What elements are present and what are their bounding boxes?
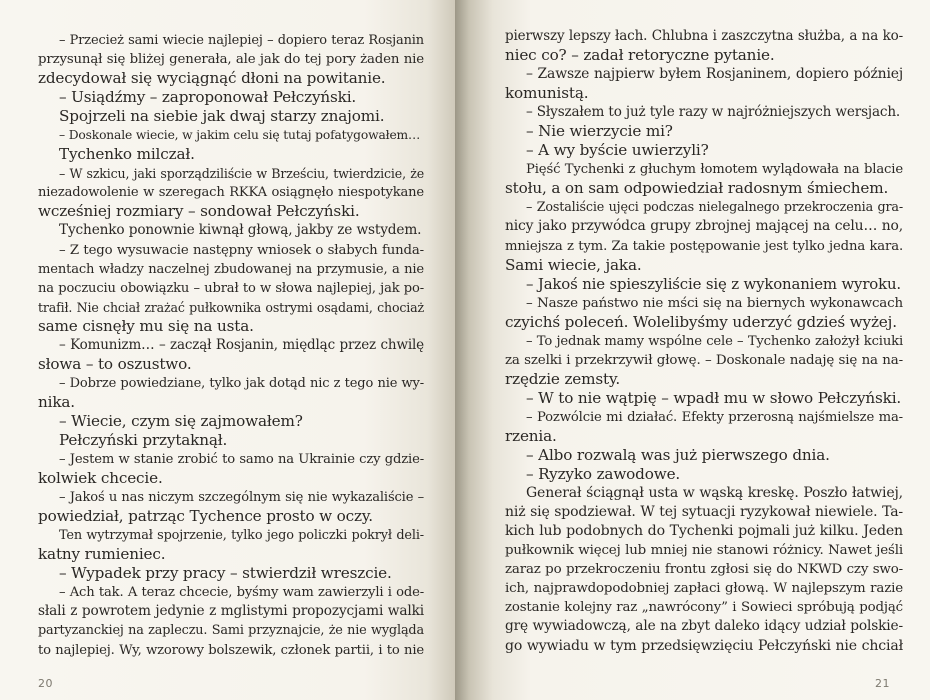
text-line: ich, najprawdopodobniej zapłaci głową. W najlepszym razie — [505, 581, 903, 597]
text-line: nika. — [38, 392, 75, 411]
text-line: niezadowolenie w szeregach RKKA osiągnęło niespotykane — [38, 185, 424, 201]
text-line: – Z tego wysuwacie następny wniosek o słabych funda- — [59, 242, 424, 258]
text-line: – Wiecie, czym się zajmowałem? — [59, 411, 303, 430]
text-line: zdecydował się wyciągnąć dłoni na powitanie. — [38, 69, 386, 88]
text-line: pułkownik więcej lub mniej nie stanowi różnicy. Nawet jeśli — [505, 543, 903, 559]
text-line: katny rumieniec. — [38, 545, 166, 564]
text-line: – Pozwólcie mi działać. Efekty przerosną najśmielsze ma- — [526, 409, 903, 425]
text-line: – Usiądźmy – zaproponował Pełczyński. — [59, 88, 357, 107]
text-line: – Zawsze najpierw byłem Rosjaninem, dopiero później — [526, 66, 903, 83]
text-line: – Przecież sami wiecie najlepiej – dopiero teraz Rosjanin — [59, 33, 424, 48]
text-line: to najlepiej. Wy, wzorowy bolszewik, członek partii, i to nie — [38, 642, 424, 658]
text-line: Pełczyński przytaknął. — [59, 430, 228, 449]
text-line: mniejsza z tym. Za takie postępowanie jest tylko jedna kara. — [505, 238, 903, 254]
left-page — [0, 0, 455, 700]
text-line: – Wypadek przy pracy – stwierdził wreszcie. — [59, 564, 392, 583]
text-line: komunistą. — [505, 84, 589, 103]
text-line: za szelki i przekrzywił głowę. – Doskonale nadaję się na na- — [505, 352, 903, 368]
left-page-text — [38, 31, 424, 660]
right-page — [455, 0, 930, 700]
text-line: zaraz po przekroczeniu frontu zgłosi się do NKWD czy swo- — [505, 562, 903, 578]
right-page-text — [505, 27, 903, 656]
text-line: – W to nie wątpię – wpadł mu w słowo Pełczyński. — [526, 388, 902, 407]
text-line: same cisnęły mu się na usta. — [38, 316, 254, 335]
text-line: – Nie wierzycie mi? — [526, 122, 673, 141]
text-line: nicy jako przywódca grupy zbrojnej mającej na celu… no, — [505, 218, 903, 235]
text-line: – Doskonale wiecie, w jakim celu się tutaj pofatygowałem… — [59, 128, 421, 143]
text-line: go wywiadu w tym przedsięwzięciu Pełczyński nie chciał — [505, 637, 903, 654]
text-line: – Jestem w stanie zrobić to samo na Ukrainie czy gdzie- — [59, 452, 424, 468]
text-line: niec co? – zadał retoryczne pytanie. — [505, 46, 775, 65]
text-line: mentach władzy naczelnej zbudowanej na przymusie, a nie — [38, 261, 424, 277]
text-line: – Komunizm… – zaczął Rosjanin, międląc przez chwilę — [59, 336, 424, 353]
text-line: powiedział, patrząc Tychence prosto w oczy. — [38, 507, 373, 526]
text-line: kolwiek chcecie. — [38, 469, 163, 488]
text-line: trafił. Nie chciał zrażać pułkownika ostrymi osądami, chociaż — [38, 299, 424, 315]
text-line: niż się spodziewał. W tej sytuacji ryzykował niewiele. Ta- — [505, 504, 903, 521]
text-line: Pięść Tychenki z głuchym łomotem wylądowała na blacie — [526, 162, 903, 178]
left-page-number: 20 — [38, 677, 53, 690]
text-line: pierwszy lepszy łach. Chlubna i zaszczytna służba, a na ko- — [505, 28, 903, 44]
text-line: grę wywiadowczą, ale na zbyt daleko idący udział polskie- — [505, 618, 903, 635]
text-line: partyzanckiej na zapleczu. Sami przyznajcie, że nie wygląda — [38, 623, 424, 639]
text-line: Tychenko milczał. — [59, 145, 195, 164]
text-line: – Dobrze powiedziane, tylko jak dotąd nic z tego nie wy- — [59, 375, 424, 391]
text-line: – A wy byście uwierzyli? — [526, 141, 709, 160]
text-line: stołu, a on sam odpowiedział radosnym śmiechem. — [505, 179, 889, 198]
text-line: rzenia. — [505, 426, 557, 445]
text-line: – Jakoś u nas niczym szczególnym się nie wykazaliście – — [59, 490, 424, 506]
text-line: słali z powrotem jedynie z mglistymi propozycjami walki — [38, 603, 424, 620]
text-line: kich lub podobnych do Tychenki pojmali już kilku. Jeden — [505, 523, 903, 540]
text-line: – Jakoś nie spieszyliście się z wykonaniem wyroku. — [526, 274, 901, 293]
text-line: – Albo rozwalą was już pierwszego dnia. — [526, 446, 830, 465]
text-line: na poczuciu obowiązku – ubrał to w słowa najlepiej, jak po- — [38, 280, 424, 296]
text-line: Sami wiecie, jaka. — [505, 255, 642, 274]
text-line: – Ach tak. A teraz chcecie, byśmy wam zawierzyli i ode- — [59, 585, 424, 601]
right-page-number: 21 — [875, 677, 890, 690]
text-line: – Ryzyko zawodowe. — [526, 465, 681, 484]
text-line: czyichś poleceń. Wolelibyśmy uderzyć gdzieś wyżej. — [505, 312, 897, 331]
text-line: Generał ściągnął usta w wąską kreskę. Poszło łatwiej, — [526, 485, 903, 502]
text-line: – Zostaliście ujęci podczas nielegalnego przekroczenia gra- — [526, 200, 903, 216]
text-line: – To jednak mamy wspólne cele – Tychenko założył kciuki — [526, 333, 903, 349]
text-line: Spojrzeli na siebie jak dwaj starzy znajomi. — [59, 107, 385, 126]
text-line: Tychenko ponownie kiwnął głową, jakby ze wstydem. — [59, 222, 422, 239]
text-line: zostanie kolejny raz „nawrócony” i Sowieci spróbują podjąć — [505, 600, 903, 616]
text-line: wcześniej rozmiary – sondował Pełczyński. — [38, 202, 360, 221]
text-line: – Słyszałem to już tyle razy w najróżniejszych wersjach. — [526, 104, 901, 121]
text-line: – Nasze państwo nie mści się na biernych wykonawcach — [526, 295, 903, 311]
text-line: przysunął się bliżej generała, ale jak do tej pory żaden nie — [38, 52, 424, 68]
text-line: – W szkicu, jaki sporządziliście w Brześciu, twierdzicie, że — [59, 166, 424, 182]
text-line: Ten wytrzymał spojrzenie, tylko jego policzki pokrył deli- — [59, 528, 424, 544]
text-line: słowa – to oszustwo. — [38, 354, 192, 373]
text-line: rzędzie zemsty. — [505, 369, 621, 388]
